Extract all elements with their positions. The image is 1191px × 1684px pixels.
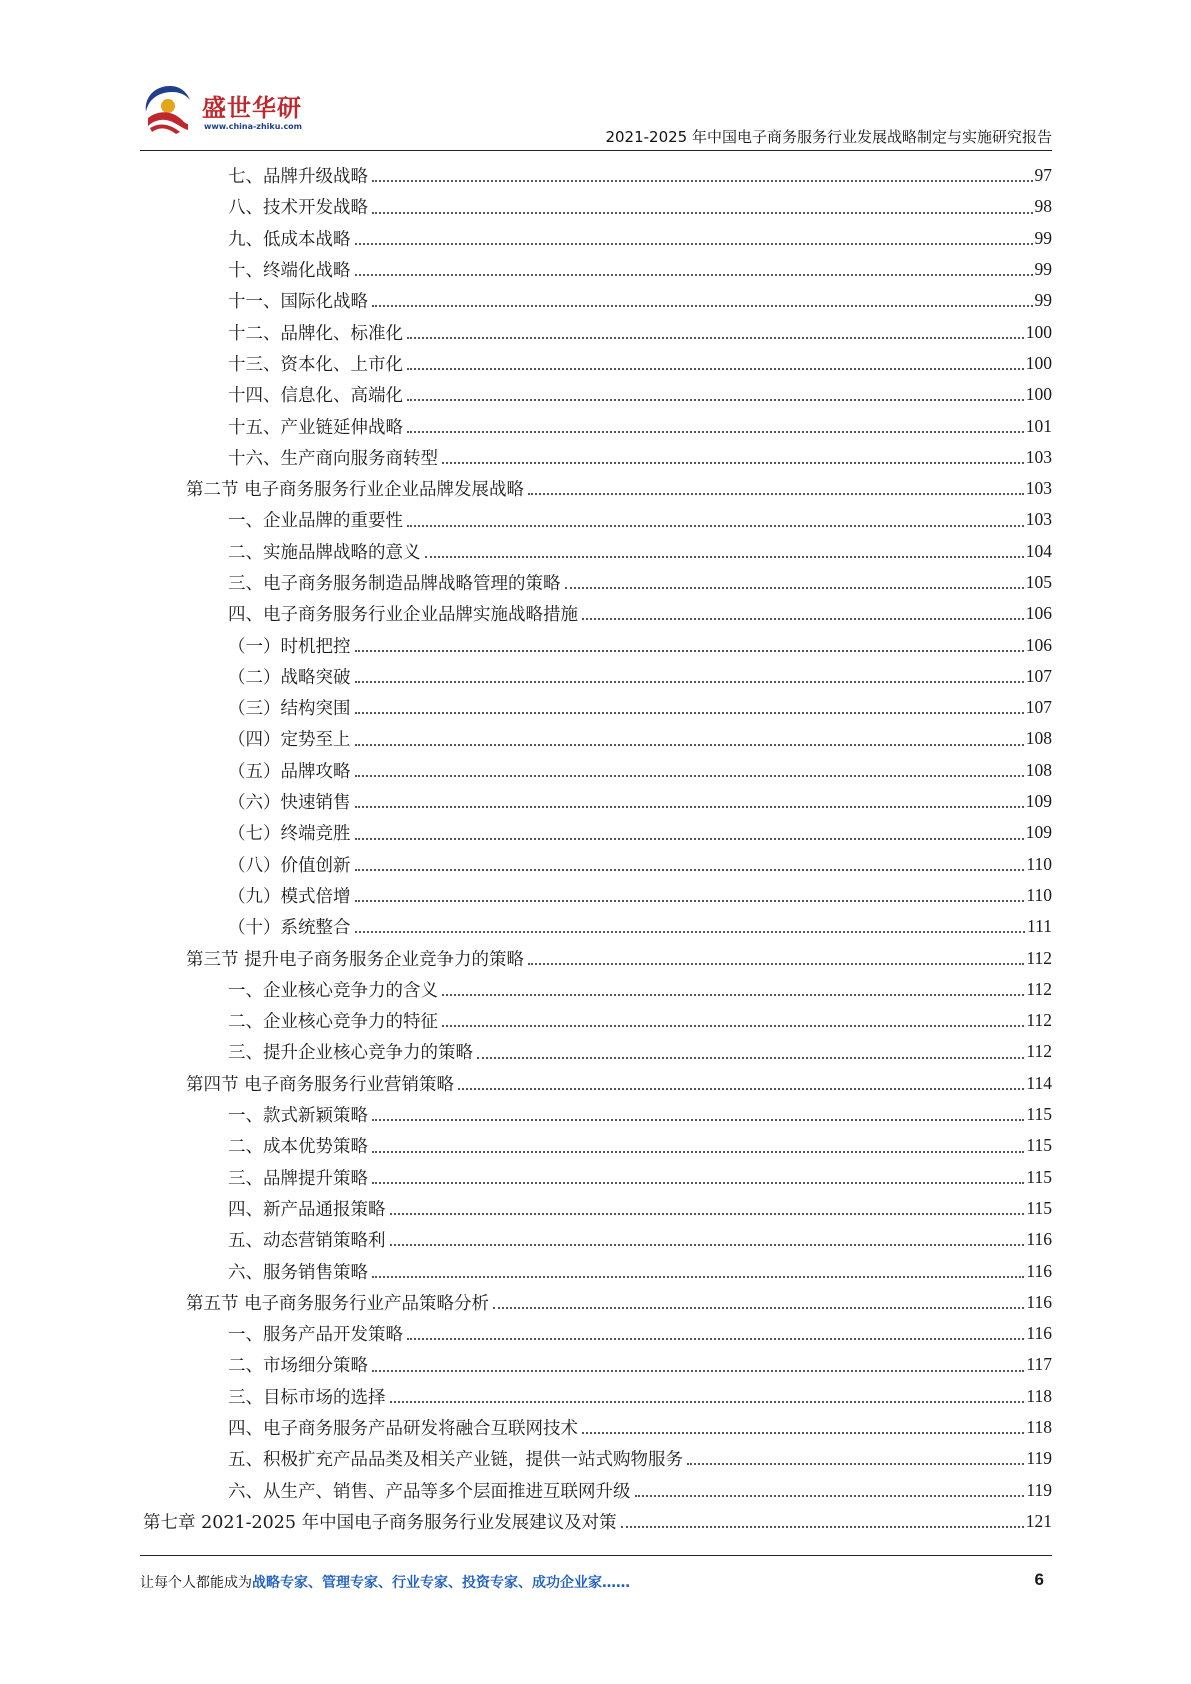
toc-entry[interactable] [143,974,1052,1005]
toc-dot-leader [372,1118,1024,1121]
toc-dot-leader [621,1525,1024,1528]
toc-entry-page: 104 [1025,540,1052,561]
toc-entry[interactable] [143,316,1052,347]
toc-entry-page: 118 [1026,1417,1052,1438]
toc-entry-label: 第四节 电子商务服务行业营销策略 [186,1074,455,1095]
toc-dot-leader [355,805,1024,808]
toc-entry-label: 一、企业核心竞争力的含义 [228,980,438,1001]
toc-entry-page: 115 [1026,1166,1052,1187]
toc-dot-leader [493,1306,1024,1309]
toc-dot-leader [390,1212,1025,1215]
toc-entry[interactable] [143,1443,1052,1474]
toc-dot-leader [528,492,1024,495]
toc-dot-leader [477,1056,1024,1059]
toc-entry[interactable] [143,223,1052,254]
toc-entry-page: 106 [1025,634,1052,655]
toc-entry-page: 114 [1026,1072,1052,1093]
toc-entry[interactable] [143,1318,1052,1349]
toc-entry[interactable] [143,1162,1052,1193]
toc-dot-leader [407,367,1024,370]
toc-entry-label: 第三节 提升电子商务服务企业竞争力的策略 [186,949,525,970]
slogan-prefix: 让每个人都能成为 [140,1575,252,1591]
toc-entry-label: 一、企业品牌的重要性 [228,511,403,532]
toc-entry-page: 109 [1025,822,1052,843]
toc-entry-page: 103 [1025,478,1052,499]
toc-entry-page: 100 [1025,384,1052,405]
toc-dot-leader [355,930,1026,933]
toc-dot-leader [582,1431,1024,1434]
toc-dot-leader [355,743,1024,746]
toc-entry[interactable] [143,849,1052,880]
toc-entry[interactable] [143,504,1052,535]
toc-entry-label: 三、电子商务服务制造品牌战略管理的策略 [228,574,561,594]
toc-entry[interactable] [143,1506,1052,1537]
page-header [140,80,1052,150]
toc-entry-label: 九、低成本战略 [228,229,351,250]
toc-entry-label: 六、服务销售策略 [228,1262,368,1283]
toc-dot-leader [442,461,1024,464]
toc-entry-label: （二）战略突破 [228,667,351,688]
toc-entry-page: 97 [1034,165,1052,186]
toc-entry[interactable] [143,1474,1052,1505]
footer-divider [140,1555,1052,1556]
toc-dot-leader [372,1150,1024,1153]
toc-dot-leader [372,1181,1024,1184]
toc-entry-page: 100 [1025,321,1052,342]
toc-entry-page: 108 [1025,728,1052,749]
toc-entry-page: 110 [1026,853,1052,874]
toc-dot-leader [355,868,1025,871]
toc-dot-leader [355,774,1024,777]
toc-entry-page: 118 [1026,1385,1052,1406]
toc-entry[interactable] [143,1036,1052,1067]
toc-entry[interactable] [143,191,1052,222]
toc-entry-page: 109 [1025,791,1052,812]
toc-entry-page: 112 [1026,1041,1052,1062]
toc-entry-label: （七）终端竞胜 [228,824,351,845]
toc-entry-page: 99 [1034,259,1052,280]
toc-entry-page: 99 [1034,290,1052,311]
toc-dot-leader [528,962,1024,965]
toc-entry-label: 第五节 电子商务服务行业产品策略分析 [186,1293,490,1314]
toc-entry[interactable] [143,160,1052,191]
toc-entry[interactable] [143,1193,1052,1224]
toc-entry-label: （一）时机把控 [228,636,351,657]
toc-entry-label: （九）模式倍增 [228,886,351,907]
toc-entry[interactable] [143,1099,1052,1130]
toc-dot-leader [407,1337,1024,1340]
toc-dot-leader [407,336,1024,339]
toc-dot-leader [582,617,1024,620]
toc-entry-label: 第二节 电子商务服务行业企业品牌发展战略 [186,480,525,501]
toc-entry-page: 121 [1025,1510,1052,1531]
toc-entry[interactable] [143,692,1052,723]
toc-entry-page: 107 [1025,697,1052,718]
toc-dot-leader [372,304,1033,307]
toc-entry-page: 115 [1026,1135,1052,1156]
toc-entry-label: 二、实施品牌战略的意义 [228,542,421,563]
toc-entry[interactable] [143,723,1052,754]
toc-dot-leader [458,1087,1024,1090]
toc-entry-page: 107 [1025,665,1052,686]
toc-entry-label: （三）结构突围 [228,699,351,720]
toc-entry-page: 110 [1026,884,1052,905]
toc-entry-label: （八）价值创新 [228,855,351,876]
toc-dot-leader [425,555,1024,558]
toc-entry[interactable] [143,1349,1052,1380]
toc-entry-label: 三、目标市场的选择 [228,1387,386,1408]
toc-dot-leader [372,179,1033,182]
toc-dot-leader [355,242,1033,245]
toc-dot-leader [442,993,1024,996]
toc-entry[interactable] [143,442,1052,473]
company-logo [140,80,310,140]
toc-entry[interactable] [143,1412,1052,1443]
toc-dot-leader [390,1400,1025,1403]
toc-entry-label: 二、市场细分策略 [228,1356,368,1377]
toc-entry[interactable] [143,254,1052,285]
toc-entry[interactable] [143,348,1052,379]
toc-entry-label: 十二、品牌化、标准化 [228,323,403,344]
toc-entry-page: 112 [1026,947,1052,968]
toc-entry[interactable] [143,911,1052,942]
toc-entry-label: 六、从生产、销售、产品等多个层面推进互联网升级 [228,1481,631,1502]
toc-entry[interactable] [143,1224,1052,1255]
logo-emblem-icon [140,80,200,138]
toc-entry-page: 99 [1034,227,1052,248]
toc-entry[interactable] [143,942,1052,973]
toc-dot-leader [355,837,1024,840]
toc-entry[interactable] [143,786,1052,817]
toc-entry-label: 七、品牌升级战略 [228,167,368,188]
toc-dot-leader [372,211,1033,214]
toc-entry[interactable] [143,410,1052,441]
toc-dot-leader [635,1494,1025,1497]
toc-entry-label: 四、电子商务服务产品研发将融合互联网技术 [228,1419,578,1440]
toc-dot-leader [565,586,1024,589]
toc-entry[interactable] [143,567,1052,598]
toc-entry-label: 三、提升企业核心竞争力的策略 [228,1043,473,1064]
toc-entry[interactable] [143,1287,1052,1318]
toc-dot-leader [355,899,1025,902]
toc-entry-label: 八、技术开发战略 [228,198,368,219]
toc-entry-label: 一、服务产品开发策略 [228,1325,403,1346]
toc-entry[interactable] [143,1130,1052,1161]
toc-entry-page: 111 [1027,916,1052,937]
toc-dot-leader [372,1369,1024,1372]
toc-entry-label: 十四、信息化、高端化 [228,386,403,407]
toc-entry-page: 106 [1025,603,1052,624]
toc-entry-page: 103 [1025,446,1052,467]
logo-text: 盛世华研 [202,94,302,122]
page-footer [140,1572,1052,1596]
toc-dot-leader [390,1243,1025,1246]
toc-entry-label: （十）系统整合 [228,918,351,939]
toc-dot-leader [355,680,1024,683]
toc-entry-page: 98 [1034,196,1052,217]
toc-entry-label: 十一、国际化战略 [228,292,368,313]
report-title: 2021-2025 年中国电子商务服务行业发展战略制定与实施研究报告 [605,128,1052,146]
toc-entry-page: 112 [1026,1010,1052,1031]
toc-entry-label: 十、终端化战略 [228,261,351,282]
toc-entry-page: 117 [1026,1354,1052,1375]
toc-entry-page: 116 [1026,1323,1052,1344]
slogan-roles: 战略专家、管理专家、行业专家、投资专家、成功企业家…… [252,1575,630,1591]
toc-entry[interactable] [143,661,1052,692]
toc-entry-label: 十三、资本化、上市化 [228,354,403,375]
toc-entry-label: 三、品牌提升策略 [228,1168,368,1189]
toc-dot-leader [407,524,1024,527]
toc-entry[interactable] [143,629,1052,660]
toc-dot-leader [442,1024,1024,1027]
toc-dot-leader [355,711,1024,714]
toc-entry-label: 四、新产品通报策略 [228,1199,386,1220]
toc-entry[interactable] [143,1255,1052,1286]
toc-entry-label: 一、款式新颖策略 [228,1106,368,1127]
toc-entry-label: （四）定势至上 [228,730,351,751]
toc-entry[interactable] [143,379,1052,410]
toc-entry-page: 115 [1026,1197,1052,1218]
toc-entry[interactable] [143,1005,1052,1036]
toc-entry-page: 119 [1026,1448,1052,1469]
toc-entry-label: 第七章 2021-2025 年中国电子商务服务行业发展建议及对策 [143,1512,617,1533]
header-divider [140,150,1052,151]
toc-dot-leader [355,273,1033,276]
toc-entry[interactable] [143,536,1052,567]
footer-slogan [140,1572,630,1592]
toc-entry[interactable] [143,755,1052,786]
toc-entry-label: 四、电子商务服务行业企业品牌实施战略措施 [228,605,578,626]
toc-entry[interactable] [143,1068,1052,1099]
toc-entry[interactable] [143,817,1052,848]
toc-entry-page: 101 [1025,415,1052,436]
toc-entry-label: 二、企业核心竞争力的特征 [228,1012,438,1033]
toc-dot-leader [355,649,1024,652]
toc-entry-page: 115 [1026,1104,1052,1125]
logo-url: www.china-zhiku.com [204,122,303,131]
table-of-contents [143,160,1052,1537]
toc-entry-page: 105 [1025,572,1052,592]
toc-entry-page: 108 [1025,759,1052,780]
toc-entry[interactable] [143,285,1052,316]
toc-entry-page: 100 [1025,352,1052,373]
toc-dot-leader [407,430,1024,433]
toc-dot-leader [407,398,1024,401]
toc-entry-label: 五、积极扩充产品品类及相关产业链，提供一站式购物服务 [228,1450,683,1471]
toc-entry-page: 119 [1026,1479,1052,1500]
toc-dot-leader [687,1462,1024,1465]
toc-entry-label: 五、动态营销策略利 [228,1231,386,1252]
toc-entry-page: 116 [1026,1229,1052,1250]
toc-entry-page: 103 [1025,509,1052,530]
toc-entry-label: 十五、产业链延伸战略 [228,417,403,438]
toc-entry[interactable] [143,880,1052,911]
toc-entry[interactable] [143,598,1052,629]
toc-entry-page: 116 [1026,1260,1052,1281]
toc-entry-page: 116 [1026,1291,1052,1312]
toc-entry-label: （六）快速销售 [228,793,351,814]
toc-entry-label: 二、成本优势策略 [228,1137,368,1158]
toc-entry-label: 十六、生产商向服务商转型 [228,448,438,469]
toc-entry[interactable] [143,473,1052,504]
toc-entry-label: （五）品牌攻略 [228,761,351,782]
toc-entry[interactable] [143,1381,1052,1412]
toc-entry-page: 112 [1026,978,1052,999]
toc-dot-leader [372,1275,1024,1278]
page-number: 6 [1034,1570,1044,1589]
